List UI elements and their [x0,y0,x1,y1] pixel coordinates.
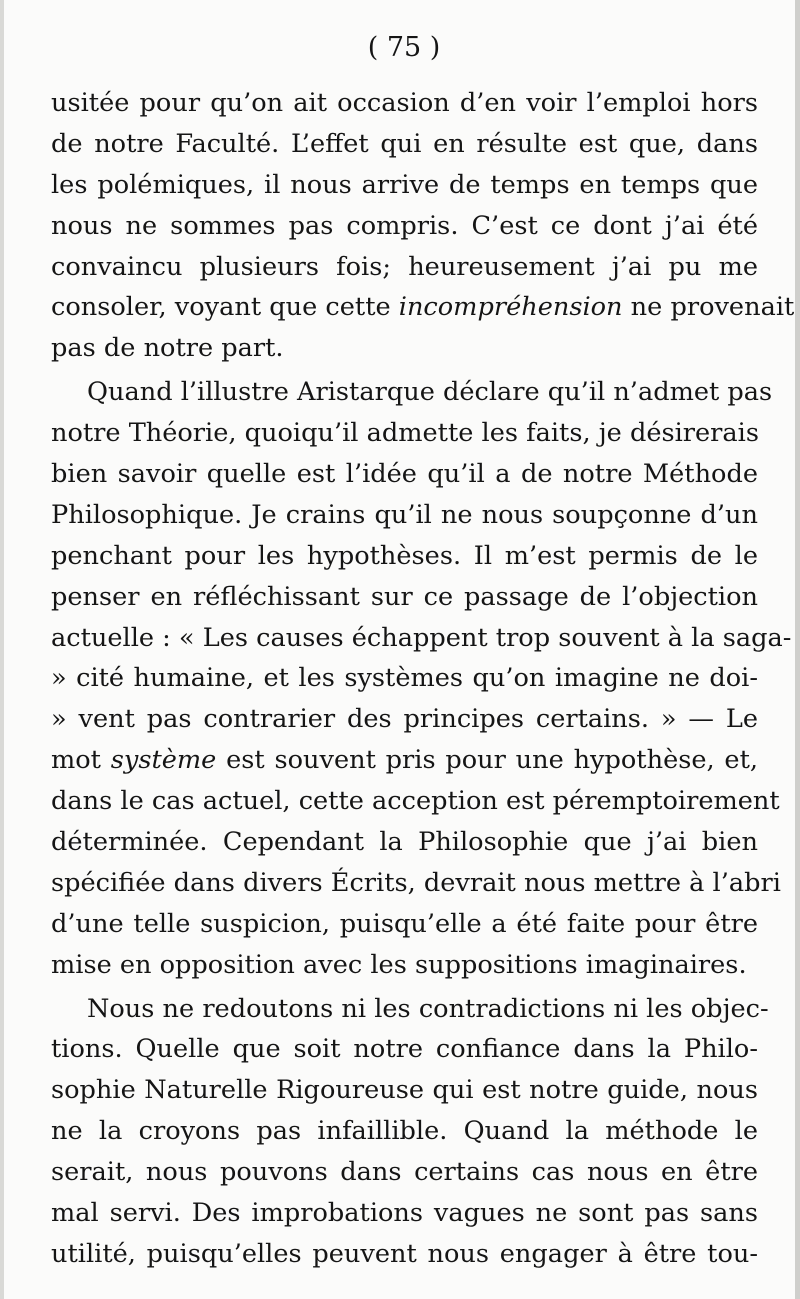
text-line [51,495,758,536]
text-line [51,989,769,1030]
text-line [51,1111,758,1152]
text-segment: les polémiques, il nous arrive de temps en temps que [51,169,758,200]
text-line [51,1070,758,1111]
text-segment: penser en réfléchissant sur ce passage de l’objection [51,581,758,612]
italic-term: système [110,745,217,776]
text-line [51,1029,758,1070]
text-line [51,124,758,165]
paragraph [51,83,795,369]
text-line [51,328,758,369]
text-segment: » vent pas contrarier des principes certains. » — Le [51,704,758,735]
text-segment: Philosophique. Je crains qu’il ne nous soupçonne d’un [51,499,758,530]
text-segment: tions. Quelle que soit notre confiance dans la Philo- [51,1034,758,1065]
text-line [51,165,758,206]
paragraph [51,372,792,985]
text-segment: utilité, puisqu’elles peuvent nous engager à être tou- [51,1238,758,1269]
text-segment: déterminée. Cependant la Philosophie que j’ai bien [51,827,758,858]
text-segment: » cité humaine, et les systèmes qu’on imagine ne doi- [51,663,758,694]
text-segment: est souvent pris pour une hypothèse, et, [216,745,758,776]
text-line [51,577,758,618]
text-line [51,454,758,495]
text-line [51,945,758,986]
text-segment: penchant pour les hypothèses. Il m’est permis de le [51,540,758,571]
text-line [51,1193,758,1234]
text-line [51,413,758,454]
italic-term: incompréhension [398,292,623,323]
text-segment: consoler, voyant que cette [51,292,399,323]
text-line [51,372,773,413]
text-segment: d’une telle suspicion, puisqu’elle a été faite pour être [51,908,758,939]
text-line [51,1234,758,1275]
text-line [51,536,758,577]
text-segment: mise en opposition avec les suppositions imaginaires. [51,949,747,980]
text-line [51,287,795,328]
text-line [51,904,758,945]
body-text [51,83,795,1275]
text-segment: actuelle : « Les causes échappent trop souvent à la saga- [51,622,792,653]
text-segment: usitée pour qu’on ait occasion d’en voir l’emploi hors [51,88,758,118]
text-segment: spécifiée dans divers Écrits, devrait nous mettre à l’abri [51,867,781,898]
text-segment: Nous ne redoutons ni les contradictions ni les objec- [87,993,769,1024]
text-segment: serait, nous pouvons dans certains cas nous en être [51,1157,758,1188]
text-segment: ne provenait [622,292,795,323]
text-line [51,618,792,659]
text-line [51,822,758,863]
text-segment: mal servi. Des improbations vagues ne sont pas sans [51,1198,758,1229]
text-segment: convaincu plusieurs fois; heureusement j’ai pu me [51,251,758,282]
text-line [51,699,758,740]
paragraph [51,989,769,1275]
page-number: ( 75 ) [367,32,441,63]
text-segment: bien savoir quelle est l’idée qu’il a de notre Méthode [51,459,758,490]
text-line [51,83,758,124]
text-segment: ne la croyons pas infaillible. Quand la méthode le [51,1116,758,1147]
text-segment: notre Théorie, quoiqu’il admette les faits, je désirerais [51,418,759,449]
text-line [51,658,758,699]
text-segment: nous ne sommes pas compris. C’est ce dont j’ai été [51,210,758,241]
text-line [51,247,758,288]
text-line [51,1152,758,1193]
text-segment: sophie Naturelle Rigoureuse qui est notre guide, nous [51,1075,758,1106]
text-line [51,206,758,247]
text-line [51,740,758,781]
text-line [51,781,780,822]
text-segment: pas de notre part. [51,333,284,364]
text-segment: de notre Faculté. L’effet qui en résulte est que, dans [51,128,758,159]
text-line [51,863,781,904]
text-segment: dans le cas actuel, cette acception est péremptoirement [51,786,780,817]
text-segment: Quand l’illustre Aristarque déclare qu’il n’admet pas [87,377,773,408]
text-segment: mot [51,745,111,776]
